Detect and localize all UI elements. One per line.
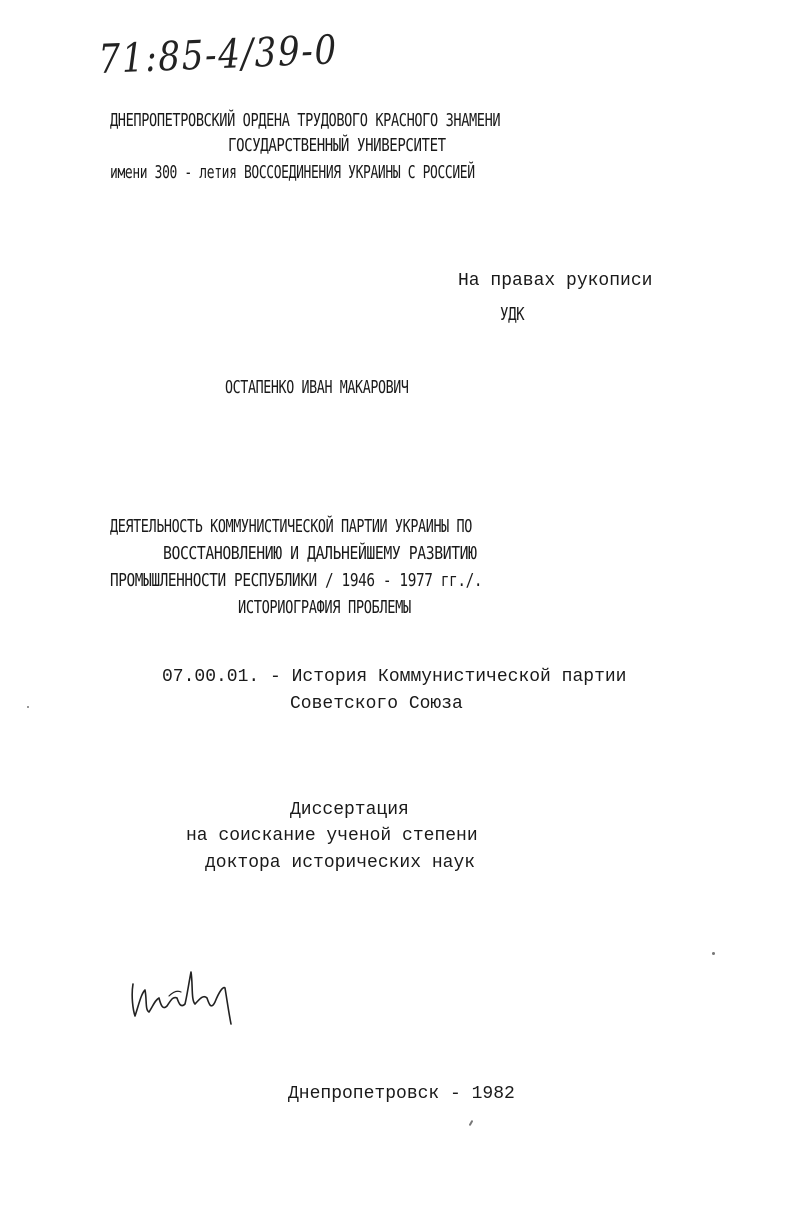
author-signature [125,960,240,1030]
rights-note: На правах рукописи [458,271,653,291]
speck [712,952,715,955]
dissertation-title-line4: ИСТОРИОГРАФИЯ ПРОБЛЕМЫ [238,597,411,618]
dissertation-title-line3: ПРОМЫШЛЕННОСТИ РЕСПУБЛИКИ / 1946 - 1977 гг./. [110,570,483,591]
specialty-line2: Советского Союза [290,694,463,714]
city-year: Днепропетровск - 1982 [288,1084,515,1104]
degree-line1: Диссертация [290,800,409,820]
speck [469,1120,474,1126]
university-name-line1: ДНЕПРОПЕТРОВСКИЙ ОРДЕНА ТРУДОВОГО КРАСНОГО ЗНАМЕНИ [110,110,501,131]
udk-label: УДК [500,304,525,325]
dissertation-title-line1: ДЕЯТЕЛЬНОСТЬ КОММУНИСТИЧЕСКОЙ ПАРТИИ УКРАИНЫ ПО [110,516,472,537]
author-name: ОСТАПЕНКО ИВАН МАКАРОВИЧ [225,377,409,398]
speck [27,706,29,708]
university-name-line3: имени 300 - летия ВОССОЕДИНЕНИЯ УКРАИНЫ С РОССИЕЙ [110,162,475,183]
dissertation-title-line2: ВОССТАНОВЛЕНИЮ И ДАЛЬНЕЙШЕМУ РАЗВИТИЮ [163,543,477,564]
archive-code: 71:85-4/39-0 [97,27,339,83]
degree-line2: на соискание ученой степени [186,826,478,846]
university-name-line2: ГОСУДАРСТВЕННЫЙ УНИВЕРСИТЕТ [228,135,446,156]
specialty-line1: 07.00.01. - История Коммунистической партии [162,667,627,687]
degree-line3: доктора исторических наук [205,853,476,873]
